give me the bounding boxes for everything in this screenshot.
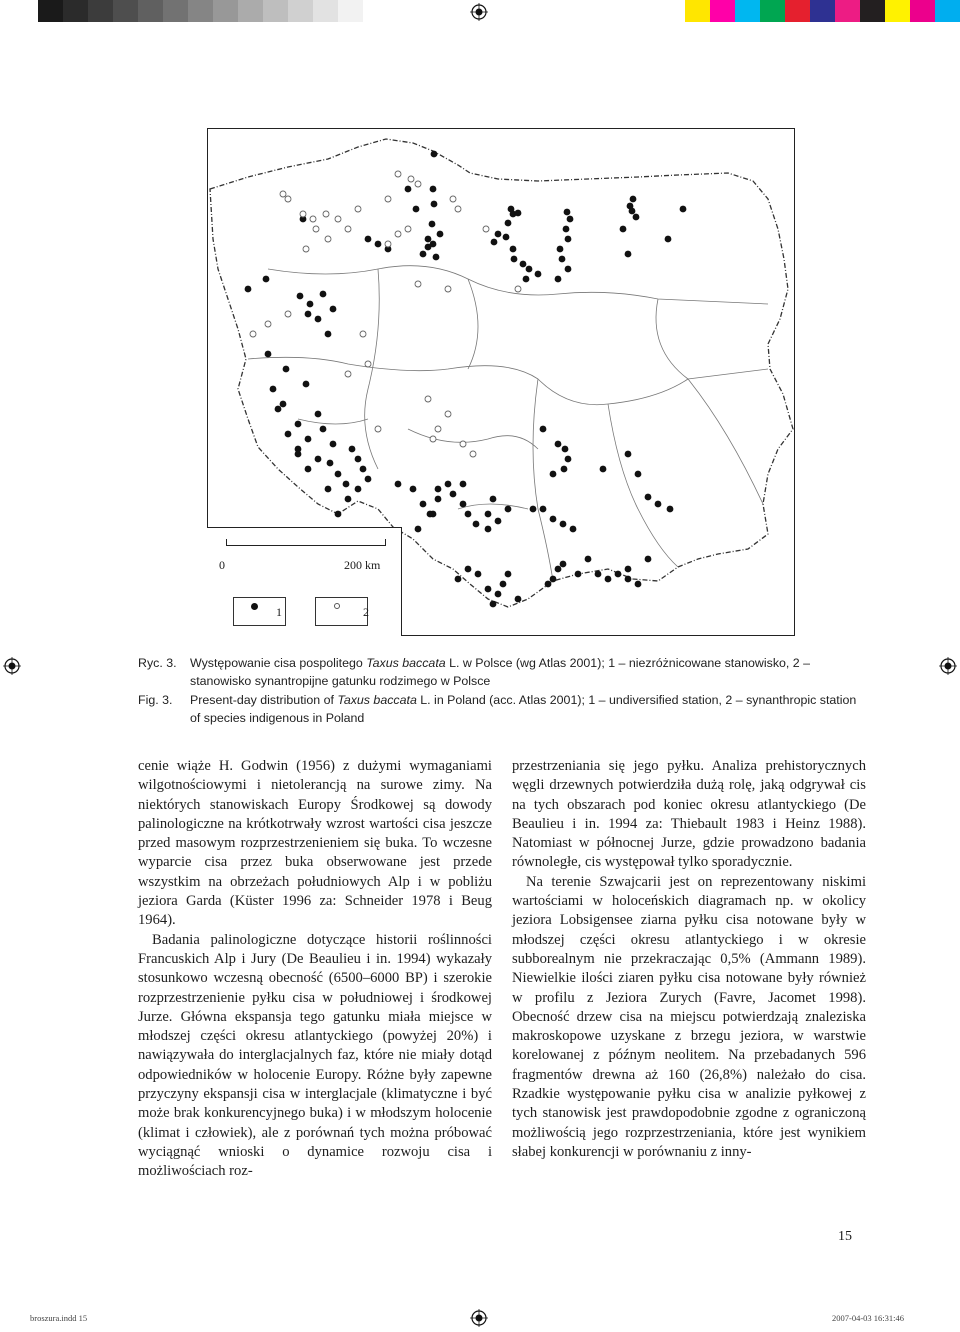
station-open-dot [250,331,256,337]
station-filled-dot [315,411,322,418]
station-open-dot [313,226,319,232]
left-text-column [138,757,492,1182]
station-filled-dot [349,446,356,453]
station-filled-dot [355,456,362,463]
station-filled-dot [680,206,687,213]
station-open-dot [460,441,466,447]
station-filled-dot [475,571,482,578]
registration-mark-icon [470,1309,488,1327]
station-open-dot [323,211,329,217]
station-filled-dot [555,566,562,573]
color-swatch [760,0,785,22]
station-filled-dot [562,446,569,453]
gray-swatch [163,0,188,22]
station-filled-dot [437,231,444,238]
station-filled-dot [560,561,567,568]
station-filled-dot [435,486,442,493]
station-filled-dot [415,526,422,533]
scale-tick [385,539,386,545]
scale-tick [226,539,227,545]
scale-zero-label: 0 [219,558,225,572]
station-open-dot [415,181,421,187]
station-filled-dot [564,209,571,216]
station-filled-dot [655,501,662,508]
station-filled-dot [565,456,572,463]
right-text-column [512,757,866,1162]
station-filled-dot [305,466,312,473]
station-open-dot [285,311,291,317]
station-open-dot [345,371,351,377]
gray-swatch [63,0,88,22]
color-swatch [860,0,885,22]
station-filled-dot [567,216,574,223]
station-filled-dot [625,576,632,583]
station-filled-dot [523,276,530,283]
station-filled-dot [635,581,642,588]
station-filled-dot [633,214,640,221]
station-open-dot [360,331,366,337]
station-open-dot [395,171,401,177]
station-open-dot [280,191,286,197]
station-filled-dot [630,196,637,203]
station-filled-dot [485,526,492,533]
gray-swatch [188,0,213,22]
station-open-dot [450,196,456,202]
station-filled-dot [429,221,436,228]
paragraph: przestrzeniania się jego pyłku. Analiza prehistorycznych węgli drzewnych potwierdziła dużą rolę, jaką odgrywał cis na tych obszarach pod koniec okresu atlantyckiego (De Beaulieu i in. 1994 za: Thiebault 1983 i Heinz 1988). Natomiast w północnej Jurze, gdzie prowadzono badania równoległe, cis występował tylko sporadycznie. [512,758,866,871]
paragraph: Badania palinologiczne dotyczące historii roślinności Francuskich Alp i Jury (De Beaulieu i in. 1994) wykazały stosunkowo wczesną obecność (6500–6000 BP) i szerokie rozprzestrzenienie pyłku cisa w południowej i środkowej Jurze. Główna ekspansja tego gatunku miała miejsce w młodszej części okresu atlantyckiego (powyżej 20%) i nawiązywała do interglacjalnych faz, które nie miały dotąd odpowiedników w holocenie Europy. Różne były zapewne przyczyny ekspansji cisa w interglacjale (klimatyczne i być może brak konkurencyjnego buka) i w młodszym holocenie (klimat i człowiek), ale z porównań tych można próbować wyciągnąć wnioski o dynamice rozwoju cisa i możliwościach roz- [138,931,492,1180]
station-filled-dot [450,491,457,498]
station-open-dot [445,411,451,417]
scale-distance-label: 200 km [344,558,381,572]
station-filled-dot [315,316,322,323]
station-filled-dot [270,386,277,393]
station-filled-dot [365,236,372,243]
station-filled-dot [325,486,332,493]
station-filled-dot [491,239,498,246]
registration-mark-icon [3,657,21,675]
paragraph: Na terenie Szwajcarii jest on reprezentowany niskimi wartościami w holoceńskich diagramach np. w okolicy jeziora Lobsigensee ziarna pyłku cisa notowane były w młodszej części okresu atlantyckiego i w okresie subborealnym nie przekraczając 0,5% (Ammann 1989). Niewielkie ilości ziaren pyłku cisa notowane były również w profilu z Jeziora Zurych (Favre, Jacomet 1998). Obecność drzew cisa na miejscu potwierdzają znaleziska makroskopowe uzyskane z brzegu jeziora, w warstwie korelowanej z późnym neolitem. Na przebadanych 596 fragmentów drewna aż 160 (26,8%) należało do cisa. Rzadkie występowanie pyłku cisa w analizie pyłkowej z tych stanowisk jest prawdopodobnie zgodne z ograniczoną możliwością jego rozprzestrzeniania, które jest wynikiem słabej konkurencji w porównaniu z inny- [512,873,866,1160]
station-filled-dot [473,521,480,528]
station-open-dot [445,286,451,292]
color-swatch [810,0,835,22]
station-open-dot [375,426,381,432]
station-filled-dot [327,460,334,467]
station-filled-dot [295,451,302,458]
station-filled-dot [600,466,607,473]
station-filled-dot [460,481,467,488]
station-open-dot [415,281,421,287]
gray-swatch [213,0,238,22]
station-filled-dot [405,186,412,193]
station-open-dot [483,226,489,232]
station-filled-dot [245,286,252,293]
station-filled-dot [425,236,432,243]
station-open-dot [515,286,521,292]
station-filled-dot [570,526,577,533]
station-open-dot [405,226,411,232]
station-filled-dot [540,426,547,433]
color-swatch [885,0,910,22]
station-open-dot [470,451,476,457]
station-open-dot [310,216,316,222]
station-filled-dot [667,506,674,513]
station-filled-dot [503,234,510,241]
station-filled-dot [431,201,438,208]
station-filled-dot [420,251,427,258]
station-filled-dot [535,271,542,278]
station-filled-dot [555,441,562,448]
station-filled-dot [565,236,572,243]
station-filled-dot [375,241,382,248]
color-swatch [685,0,710,22]
station-filled-dot [515,210,522,217]
station-filled-dot [565,266,572,273]
station-open-dot [303,246,309,252]
station-filled-dot [605,576,612,583]
color-swatch [910,0,935,22]
station-open-dot [385,196,391,202]
station-filled-dot [575,571,582,578]
station-open-dot [455,206,461,212]
station-filled-dot [465,566,472,573]
station-filled-dot [325,331,332,338]
station-open-dot [335,216,341,222]
gray-swatch [263,0,288,22]
station-filled-dot [485,586,492,593]
station-filled-dot [505,506,512,513]
color-calibration-bar [685,0,960,22]
footer-timestamp: 2007-04-03 16:31:46 [832,1313,905,1323]
station-filled-dot [495,518,502,525]
station-filled-dot [505,571,512,578]
color-swatch [710,0,735,22]
station-filled-dot [285,431,292,438]
legend-label-1: 1 [276,605,282,619]
station-filled-dot [435,496,442,503]
caption-label-en: Fig. 3. [138,693,173,707]
station-filled-dot [645,556,652,563]
station-filled-dot [283,366,290,373]
station-filled-dot [559,256,566,263]
station-filled-dot [455,576,462,583]
scale-bar [226,545,386,546]
station-filled-dot [625,566,632,573]
legend-label-2: 2 [363,605,369,619]
station-filled-dot [335,511,342,518]
station-filled-dot [629,208,636,215]
station-open-dot [355,206,361,212]
station-open-dot [365,361,371,367]
station-filled-dot [625,251,632,258]
gray-swatch [88,0,113,22]
station-filled-dot [315,456,322,463]
station-filled-dot [545,581,552,588]
caption-label-pl: Ryc. 3. [138,656,177,670]
station-filled-dot [490,496,497,503]
station-filled-dot [431,151,438,158]
station-filled-dot [550,471,557,478]
legend-open-dot [334,603,340,609]
station-open-dot [285,196,291,202]
legend-swatch-2 [315,597,368,626]
station-filled-dot [615,571,622,578]
station-filled-dot [330,441,337,448]
station-filled-dot [550,516,557,523]
color-swatch [735,0,760,22]
station-filled-dot [620,226,627,233]
station-filled-dot [433,254,440,261]
station-filled-dot [305,311,312,318]
station-filled-dot [263,276,270,283]
station-open-dot [345,226,351,232]
gray-swatch [238,0,263,22]
station-filled-dot [510,246,517,253]
gray-swatch [338,0,363,22]
station-filled-dot [430,186,437,193]
station-filled-dot [365,476,372,483]
station-filled-dot [460,501,467,508]
station-filled-dot [355,486,362,493]
station-filled-dot [540,506,547,513]
station-open-dot [385,241,391,247]
station-filled-dot [395,481,402,488]
station-open-dot [395,231,401,237]
station-filled-dot [445,481,452,488]
page-number: 15 [838,1229,852,1244]
station-filled-dot [520,261,527,268]
station-filled-dot [320,426,327,433]
gray-calibration-bar [38,0,363,22]
station-filled-dot [335,471,342,478]
station-filled-dot [307,301,314,308]
station-filled-dot [425,244,432,251]
station-filled-dot [413,206,420,213]
station-filled-dot [526,266,533,273]
station-filled-dot [320,291,327,298]
station-filled-dot [585,556,592,563]
station-filled-dot [295,421,302,428]
station-filled-dot [490,601,497,608]
station-open-dot [325,236,331,242]
station-filled-dot [305,436,312,443]
station-open-dot [265,321,271,327]
gray-swatch [138,0,163,22]
footer-file: broszura.indd 15 [30,1313,88,1323]
gray-swatch [288,0,313,22]
gray-swatch [113,0,138,22]
station-open-dot [408,176,414,182]
station-filled-dot [505,220,512,227]
station-filled-dot [330,306,337,313]
station-filled-dot [560,521,567,528]
color-swatch [935,0,960,22]
station-filled-dot [635,471,642,478]
station-filled-dot [557,246,564,253]
station-filled-dot [563,226,570,233]
station-filled-dot [345,496,352,503]
station-filled-dot [275,406,282,413]
registration-mark-icon [470,3,488,21]
station-filled-dot [360,466,367,473]
station-filled-dot [280,401,287,408]
station-filled-dot [495,591,502,598]
paragraph: cenie wiąże H. Godwin (1956) z dużymi wymaganiami wilgotnościowymi i nietolerancją na surowe zimy. Na niektórych stanowiskach Europy Środkowej są dowody palinologiczne na krótkotrwały wzrost wartości cisa jeszcze przed masowym rozprzestrzenieniem się buka. To wczesne wyparcie cisa przez buka obserwowane jest przede wszystkim na obrzeżach południowych Alp i w pobliżu jeziora Garda (Küster 1996 za: Schneider 1978 i Beug 1964). [138,758,492,929]
gray-swatch [38,0,63,22]
station-filled-dot [500,581,507,588]
station-open-dot [435,426,441,432]
station-filled-dot [595,571,602,578]
station-filled-dot [465,511,472,518]
station-filled-dot [515,596,522,603]
station-filled-dot [410,486,417,493]
station-open-dot [425,396,431,402]
station-filled-dot [665,236,672,243]
caption-text-pl: Występowanie cisa pospolitego Taxus baccata L. w Polsce (wg Atlas 2001); 1 – niezróżnicowane stanowisko, 2 – stanowisko synantropijne gatunku rodzimego w Polsce [190,656,811,688]
station-filled-dot [555,276,562,283]
caption-text-en: Present-day distribution of Taxus baccata L. in Poland (acc. Atlas 2001); 1 – undiversified station, 2 – synanthropic station of species indigenous in Poland [190,693,857,725]
registration-mark-icon [939,657,957,675]
station-filled-dot [550,576,557,583]
color-swatch [835,0,860,22]
station-filled-dot [430,511,437,518]
gray-swatch [313,0,338,22]
station-filled-dot [561,466,568,473]
station-filled-dot [265,351,272,358]
legend-filled-dot [251,603,258,610]
station-filled-dot [303,381,310,388]
station-filled-dot [297,293,304,300]
station-filled-dot [343,481,350,488]
station-filled-dot [625,451,632,458]
station-open-dot [300,211,306,217]
station-filled-dot [645,494,652,501]
color-swatch [785,0,810,22]
station-filled-dot [420,501,427,508]
station-filled-dot [511,256,518,263]
station-filled-dot [495,231,502,238]
station-filled-dot [485,511,492,518]
station-open-dot [430,436,436,442]
station-filled-dot [530,506,537,513]
